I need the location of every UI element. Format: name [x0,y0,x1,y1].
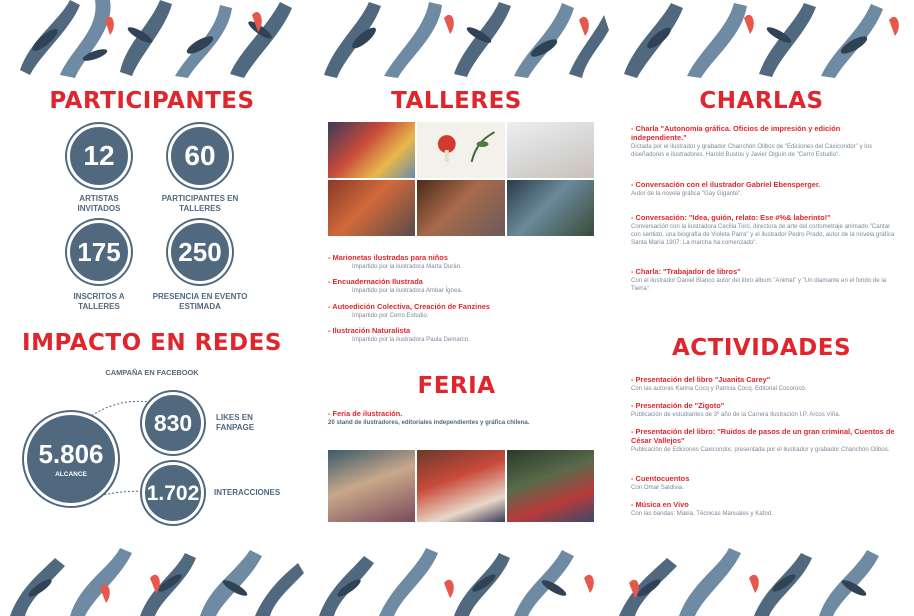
feria-item-title: - Feria de ilustración. [328,409,403,418]
column-charlas [609,0,914,616]
charla-item [631,268,897,293]
stat-value: 250 [178,237,222,267]
stat-circle-artistas [67,124,131,188]
feria-photo-collage [328,450,594,522]
stat-circle-inscritos [67,220,131,284]
charla-desc: Con el ilustrador Daniel Blanco autor del libro álbum "Animal" y "Un diamante en el fondo de la Tierra". [631,276,887,293]
alcance-circle [24,412,118,506]
feria-title: FERIA [417,373,496,399]
botanical-header-illustration [0,0,304,80]
charla-item [631,214,897,248]
participantes-title: PARTICIPANTES [49,88,255,114]
column-talleres [304,0,609,616]
taller-title: - Autoedición Colectiva, Creación de Fanzines [328,302,490,311]
charla-desc: Dictada por el ilustrador y grabador Chanchón Olibos de "Ediciones del Caxicondor" y los diseñadores e ilustradores. Harold Bustos y Javier Olguín de "Cerro Estudio". [631,142,873,158]
stat-value: 60 [184,140,216,171]
stat-label-participantes: PARTICIPANTES EN TALLERES [161,194,239,213]
stat-circle-presencia [168,220,232,284]
actividad-title: - Cuentocuentos [631,474,690,483]
taller-desc: Impartido por la ilustradora Ambar Ígnea. [352,286,463,294]
interacciones-value: 1.702 [146,481,200,505]
taller-item [328,303,598,320]
actividad-item [631,475,897,492]
actividad-item [631,428,897,454]
photo-tile [417,450,504,522]
stat-label-presencia: PRESENCIA EN EVENTO ESTIMADA [152,292,248,311]
likes-circle [142,392,204,454]
photo-tile [328,180,415,236]
actividad-desc: Con Omar Saldivia. [631,483,684,491]
talleres-photo-collage [328,122,594,236]
botanical-footer-illustration [304,538,609,616]
botanical-footer-illustration [609,538,914,616]
actividad-title: - Presentación de "Zigoto" [631,401,725,410]
actividad-item [631,376,897,393]
actividad-desc: Publicación de estudiantes de 3º año de la Carrera Ilustración I.P. Arcos Viña. [631,410,841,418]
actividad-title: - Presentación del libro "Juanita Carey" [631,375,771,384]
charla-item [631,125,897,159]
charlas-title: CHARLAS [699,88,824,114]
charla-item [631,181,897,198]
actividad-item [631,501,897,518]
charla-title: - Conversación con el ilustrador Gabriel Ebensperger. [631,180,821,189]
taller-item [328,254,598,271]
taller-title: - Encuadernación Ilustrada [328,277,423,286]
charla-title: - Charla "Autonomía gráfica. Oficios de impresión y edición independiente." [631,124,841,142]
alcance-value: 5.806 [38,438,104,469]
charla-desc: Conversación con la ilustradora Cecilia Toro, directora de arte del cortometraje animado "Cantar con sentido, una biografía de Violeta Parra" y el ilustrador Pedro Prado, autor de la novela gráfica Santa María 1907: La marcha ha comenzado". [631,222,895,247]
taller-item [328,327,598,344]
photo-tile [507,122,594,178]
stat-label-inscritos: INSCRITOS A TALLERES [73,292,125,311]
likes-value: 830 [153,409,193,436]
impacto-title: IMPACTO EN REDES [22,330,282,356]
actividad-desc: Con las bandas: Makia, Técnicas Manuales y Kafod. [631,509,773,517]
taller-item [328,278,598,295]
alcance-label: ALCANCE [55,470,87,478]
charla-desc: Autor de la novela gráfica "Gay Gigante". [631,189,743,197]
likes-label: LIKES EN FANPAGE [216,413,255,432]
column-participantes [0,0,304,616]
stat-value: 12 [83,140,115,171]
taller-title: - Ilustración Naturalista [328,326,411,335]
botanical-header-illustration [609,0,914,80]
actividad-title: - Música en Vivo [631,500,689,509]
charla-title: - Conversación: "Idea, guión, relato: Ese #%& laberinto!" [631,213,831,222]
interacciones-label: INTERACCIONES [214,488,281,497]
feria-item [328,410,603,427]
stat-label-artistas: ARTISTAS INVITADOS [77,194,121,213]
actividad-desc: Con las autoras Karina Cocq y Patricia Cocq. Editorial Cocorocó. [631,384,807,392]
stat-circle-participantes [168,124,232,188]
photo-tile [507,450,594,522]
taller-desc: Impartido por Cerro Estudio. [352,311,429,319]
taller-title: - Marionetas ilustradas para niños [328,253,448,262]
interacciones-circle [142,462,204,524]
photo-tile [328,450,415,522]
photo-tile [417,180,504,236]
actividad-item [631,402,897,419]
actividad-desc: Publicación de Ediciones Caxicondor, presentada por el ilustrador y grabador Chanchón Olibos. [631,445,890,453]
feria-item-desc: 20 stand de ilustradores, editoriales independientes y gráfica chilena. [328,418,530,426]
taller-desc: Impartido por la ilustradora Marta Durán. [352,262,462,270]
taller-desc: Impartido por la ilustradora Paula Demarco. [352,335,470,343]
photo-tile [328,122,415,178]
photo-tile [507,180,594,236]
photo-tile [417,122,504,178]
actividades-title: ACTIVIDADES [671,335,852,361]
talleres-title: TALLERES [391,88,522,114]
botanical-footer-illustration [0,538,304,616]
stat-value: 175 [77,237,121,267]
charla-title: - Charla: "Trabajador de libros" [631,267,741,276]
botanical-header-illustration [304,0,609,80]
impacto-subtitle: CAMPAÑA EN FACEBOOK [105,368,199,377]
actividad-title: - Presentación del libro: "Ruidos de pasos de un gran criminal, Cuentos de César Vallejos" [631,427,895,445]
